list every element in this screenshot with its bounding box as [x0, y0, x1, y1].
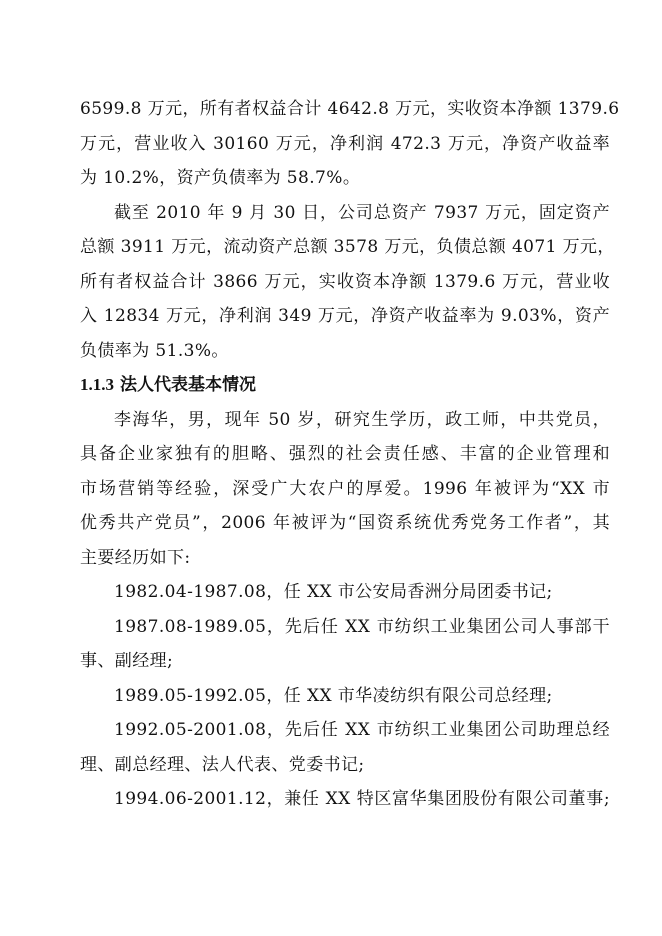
text-line: 6599.8 万元，所有者权益合计 4642.8 万元，实收资本净额 1379.6: [80, 99, 620, 119]
text-line: 所有者权益合计 3866 万元，实收资本净额 1379.6 万元，营业收: [80, 271, 610, 292]
text-line: 理、副总经理、法人代表、党委书记;: [80, 754, 365, 775]
paragraph-legal-representative: [80, 403, 610, 576]
text-line: 1987.08-1989.05，先后任 XX 市纺织工业集团公司人事部干: [114, 616, 610, 637]
text-line: 负债率为 51.3%。: [80, 340, 229, 361]
text-line: 万元，营业收入 30160 万元，净利润 472.3 万元，净资产收益率: [80, 133, 610, 154]
text-line: 总额 3911 万元，流动资产总额 3578 万元，负债总额 4071 万元，: [80, 237, 615, 257]
text-line: 优秀共产党员”，2006 年被评为“国资系统优秀党务工作者”，其: [80, 513, 610, 533]
career-entry: [80, 575, 610, 610]
career-entry: [80, 679, 610, 714]
text-line: 1994.06-2001.12，兼任 XX 特区富华集团股份有限公司董事;: [114, 789, 610, 809]
text-line: 入 12834 万元，净利润 349 万元，净资产收益率为 9.03%，资产: [80, 306, 610, 326]
paragraph-financials-2010: [80, 196, 615, 369]
career-entry: [80, 610, 610, 679]
paragraph-financials-prior: [80, 92, 620, 196]
section-title: 法人代表基本情况: [120, 375, 256, 395]
text-line: 具备企业家独有的胆略、强烈的社会责任感、丰富的企业管理和: [80, 444, 610, 464]
career-entry: [80, 713, 610, 782]
text-line: 主要经历如下:: [80, 547, 191, 568]
text-line: 为 10.2%，资产负债率为 58.7%。: [80, 168, 361, 188]
section-heading: [80, 368, 610, 403]
text-line: 事、副经理;: [80, 651, 174, 671]
text-line: 截至 2010 年 9 月 30 日，公司总资产 7937 万元，固定资产: [114, 202, 610, 223]
text-line: 市场营销等经验，深受广大农户的厚爱。1996 年被评为“XX 市: [80, 478, 610, 499]
document-page: [80, 92, 620, 817]
career-entry: [80, 782, 610, 817]
text-line: 1992.05-2001.08，先后任 XX 市纺织工业集团公司助理总经: [114, 720, 610, 740]
text-line: 李海华，男，现年 50 岁，研究生学历，政工师，中共党员，: [114, 409, 610, 430]
career-list: [80, 575, 610, 817]
text-line: 1982.04-1987.08，任 XX 市公安局香洲分局团委书记;: [114, 582, 553, 602]
text-line: 1989.05-1992.05，任 XX 市华凌纺织有限公司总经理;: [114, 685, 553, 706]
section-number: 1.1.3: [80, 375, 114, 394]
